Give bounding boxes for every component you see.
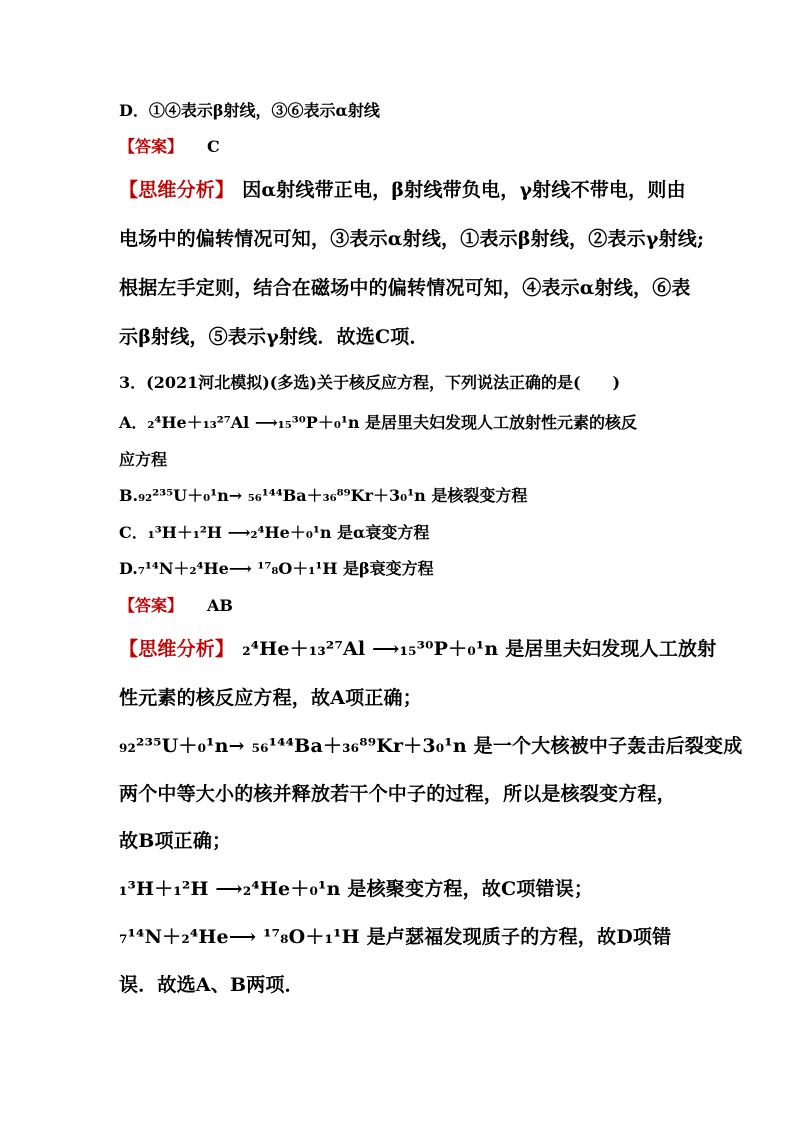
analysis-text: 因α射线带正电，β射线带负电，γ射线不带电，则由 <box>242 179 686 201</box>
analysis-line-4 <box>119 322 429 349</box>
option-b-text: B.₉₂²³⁵U＋₀¹n→ ₅₆¹⁴⁴Ba＋₃₆⁸⁹Kr＋3₀¹n 是核裂变方程 <box>119 486 528 505</box>
option-d2-line <box>119 556 434 579</box>
analysis-tag: 【思维分析】 <box>119 638 235 660</box>
question-3-stem <box>119 370 620 393</box>
analysis-text: 性元素的核反应方程，故A项正确； <box>119 687 422 709</box>
answer-line-1 <box>119 134 220 157</box>
option-a-line <box>119 410 637 433</box>
question-text: 3．(2021河北模拟)(多选)关于核反应方程，下列说法正确的是( ) <box>119 373 621 392</box>
answer-value: C <box>207 137 220 156</box>
analysis-text: 电场中的偏转情况可知，③表示α射线，①表示β射线，②表示γ射线; <box>119 228 705 250</box>
analysis-line-1 <box>119 175 686 202</box>
option-b-line <box>119 483 527 506</box>
option-d-line <box>119 98 380 121</box>
option-c-line <box>119 520 429 543</box>
analysis-text: 两个中等大小的核并释放若干个中子的过程，所以是核裂变方程， <box>119 783 676 805</box>
option-a-text: A．₂⁴He＋₁₃²⁷Al ⟶₁₅³⁰P＋₀¹n 是居里夫妇发现人工放射性元素的核反 <box>119 413 638 432</box>
analysis-tag: 【思维分析】 <box>119 179 235 201</box>
analysis-text: ₂⁴He＋₁₃²⁷Al ⟶₁₅³⁰P＋₀¹n 是居里夫妇发现人工放射 <box>242 638 717 660</box>
answer-line-2 <box>119 593 233 616</box>
option-a-continuation <box>119 447 167 470</box>
analysis-text: 故B项正确； <box>119 830 232 852</box>
analysis2-line-2 <box>119 683 422 710</box>
analysis2-line-7 <box>119 922 671 949</box>
analysis-text: 根据左手定则，结合在磁场中的偏转情况可知，④表示α射线，⑥表 <box>119 277 691 299</box>
analysis2-line-4 <box>119 779 676 806</box>
analysis2-line-6 <box>119 874 593 901</box>
analysis-text: 示β射线，⑤表示γ射线．故选C项． <box>119 326 429 348</box>
analysis2-line-1 <box>119 634 716 661</box>
analysis-text: 误．故选A、B两项． <box>119 974 304 996</box>
analysis-text: ₉₂²³⁵U＋₀¹n→ ₅₆¹⁴⁴Ba＋₃₆⁸⁹Kr＋3₀¹n 是一个大核被中子轰击后裂变成 <box>119 735 743 757</box>
analysis-line-2 <box>119 224 704 251</box>
analysis2-line-8 <box>119 970 304 997</box>
answer-value: AB <box>207 596 233 615</box>
analysis2-line-5 <box>119 826 231 853</box>
option-a-text-cont: 应方程 <box>119 450 168 469</box>
answer-tag: 【答案】 <box>119 137 184 156</box>
analysis2-line-3 <box>119 731 742 758</box>
analysis-text: ₁³H＋₁²H ⟶₂⁴He＋₀¹n 是核聚变方程，故C项错误； <box>119 878 594 900</box>
answer-tag: 【答案】 <box>119 596 184 615</box>
option-d-text: D．①④表示β射线，③⑥表示α射线 <box>119 101 380 120</box>
analysis-line-3 <box>119 273 691 300</box>
option-c-text: C．₁³H＋₁²H ⟶₂⁴He＋₀¹n 是α衰变方程 <box>119 523 430 542</box>
analysis-text: ₇¹⁴N＋₂⁴He⟶ ¹⁷₈O＋₁¹H 是卢瑟福发现质子的方程，故D项错 <box>119 926 672 948</box>
option-d2-text: D.₇¹⁴N＋₂⁴He⟶ ¹⁷₈O＋₁¹H 是β衰变方程 <box>119 559 434 578</box>
